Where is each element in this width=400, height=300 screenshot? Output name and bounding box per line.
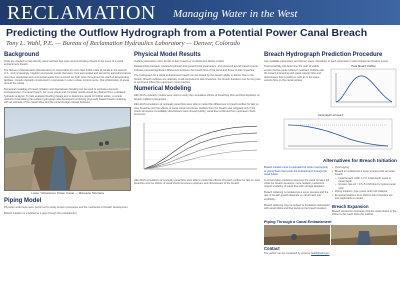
canal-depth-diagram — [264, 117, 397, 151]
contact-email-link[interactable]: twahl@usbr.gov — [311, 252, 330, 256]
breach-expansion-text — [264, 204, 330, 219]
breach-expansion-heading: Breach Expansion — [332, 204, 369, 210]
physical-model-p1: Outflow parameters were similar to dam breach or embankment failure models. — [134, 60, 225, 63]
numerical-modeling-heading: Numerical Modeling — [134, 86, 192, 93]
alt-overtopping-label: Overtopping — [334, 166, 350, 170]
breach-hydrograph-row — [264, 65, 397, 113]
alt-item-2: • Piping initiation; pipe grows until roof collapse — [332, 190, 388, 194]
background-p2: The Bureau of Reclamation (Reclamation) is responsible for more than 8,000 miles of canals in the western U.S., and increasingly, irrigation and power canals that were once surrounded and served by agricultural areas now have residential and commercial areas from a record set both limits throughout the reach of all operating facilities. Canals originally constructed in rural areas in now in urban environments. (the urbanization of areas around the canal) — [4, 68, 131, 86]
physical-model-p3: The hydrograph for a canal embankment breach can be limited by the canal's ability to deliver flow to the breach. Breach outflows are relatively small compared to dam breaches, but breach durations can be long due to continued inflow from upstream canal reaches. — [134, 74, 261, 85]
physical-model-p2: Relationships between modeled hydraulic and geotechnical parameters, and observed actual breach events indicate potential significant differences between the breach flow of the canal and those of dam breaches. — [134, 65, 258, 72]
breach-location-p1: Breach initiation time is estimated for either overtopping or piping flows that erode the embankment through the canal banks. — [264, 166, 328, 177]
reclamation-logo-text: RECLAMATION — [7, 2, 156, 24]
alt3-label: Empirical relations from historic dam breaches are less applicable to canals — [334, 193, 393, 201]
column-middle — [134, 52, 261, 188]
breach-initiation-row — [264, 166, 397, 203]
canal-breach-photo-image — [5, 108, 131, 191]
alternatives-list — [332, 166, 397, 203]
piping-p2: Breach initiation is modeled as a pipe through the embankment. — [4, 211, 78, 215]
background-p3: Numerical modeling of breach initiation and downstream flooding can be used to estimate economic consequences of a canal breach, but more robust and complete results would be obtained from a detailed hydraulic analysis. To help evaluate flooding threats and to determine needs for further action, a simple method of calculating the outflow hydrograph was developed combining physically based breach modeling with an estimate of the canal inflow and the canal storage release behavior. — [4, 87, 126, 105]
poster-title: Predicting the Outflow Hydrograph from a Potential Power Canal Breach — [6, 27, 368, 39]
alt1-label: Breach is modeled as a scour process with an initial breach — [334, 169, 395, 177]
alternatives-heading: Alternatives for Breach Initiation — [322, 159, 397, 165]
peak-breach-outflow-title: Peak Breach Outflow — [351, 65, 376, 69]
canal-breach-photo — [4, 107, 131, 191]
breach-location-p2: A conservative prediction assumes the canal remains full while the breach develops; more realistic predictions require modeling of canal flow with storage depletion. — [264, 178, 330, 189]
breach-location-p4: Breach widening may be subject to limitations associated with canal inflow and flow levels at the breach location. — [264, 204, 330, 211]
background-heading: Background — [4, 52, 40, 58]
alt-item-1-sub1: – Initial breach width 1-3 ft; initial depth equal to canal depth — [332, 177, 397, 184]
breach-location-p3: Breach widening is modeled as a scour process and the rate of breach growth depends on canal bank soil erodibility. — [264, 190, 329, 201]
photo-caption: Lower Yellowstone Power Canal — Missoula, Montana — [31, 190, 104, 195]
breach-expansion-box — [332, 204, 397, 219]
header-banner — [0, 0, 400, 25]
breach-diagram-1 — [330, 65, 397, 113]
piping-photo-2 — [331, 225, 397, 245]
piping-photos — [264, 225, 397, 245]
column-right — [264, 52, 397, 258]
piping-through-heading: Piping Through a Canal Embankment — [264, 219, 332, 224]
breach-expansion-row — [264, 204, 397, 219]
alt-item-1-sub2: – Erosion rate kd = 0.5–5.0 ft/hr/psi for typical canal soils — [335, 183, 396, 190]
contact-text: The author can be contacted by email at — [264, 252, 311, 256]
outflow-chart-svg — [134, 119, 261, 177]
breach-expansion-p1: Breach expansion continues until the canal drains or the inflow to the reach limits the outflow. — [332, 210, 397, 217]
alt-item-3: • Empirical relations from historic dam breaches are less applicable to canals — [332, 194, 397, 201]
breach-initiation-text — [264, 166, 330, 203]
piping-heading: Piping Model — [4, 198, 42, 205]
piping-p1: Physical model tests were performed to study erosion processes and the mechanics of breach development. — [4, 206, 129, 210]
alt1-sub2: Erosion rate kd = 0.5–5.0 ft/hr/psi for typical canal soils — [338, 183, 396, 190]
breach-hydrograph-diagram — [330, 68, 397, 108]
physical-model-heading: Physical Model Results — [134, 52, 201, 58]
alt2-label: Piping initiation; pipe grows until roof collapse — [334, 190, 388, 194]
breach-hydrograph-p2: Total possibility will determine the start of visible erosion before peak outflow is reached. Outflow with the breach interacting with canal velocity flow and downstream flow conditions such as is the same velocity flow on the canal surface. — [264, 65, 325, 83]
alt-item-1: • Breach is modeled as a scour process with an initial breach — [332, 170, 397, 177]
outflow-chart — [134, 119, 261, 177]
poster-authors: Tony L. Wahl, P.E. — Bureau of Reclamation Hydraulics Laboratory — Denver, Colorado — [6, 40, 241, 47]
numerical-p4: HEC-RAS unsteady models were used to study the cumulative effects of breaching flow and flow depletion on breach outflow hydrographs. — [134, 94, 260, 101]
breach-diagram-2 — [264, 114, 397, 156]
canal-depth-chart-title: Canal depth at breach — [317, 114, 344, 118]
contact-heading: Contact — [264, 246, 280, 252]
numerical-p6: HEC-RAS simulations of unsteady canal flow were able to model the effects of breach outflow for fast vs. slow breaches and the effects of canal check structures upstream and downstream of the breach. — [134, 178, 261, 186]
alt1-sub1: Initial breach width 1-3 ft; initial depth equal to canal depth — [338, 176, 392, 184]
alt-item-overtopping: • Overtopping — [332, 166, 350, 170]
background-p1: Tools are needed to help identify canal reaches that pose serious flooding threats in the event of a canal embankment breach. — [4, 60, 124, 67]
tagline: Managing Water in the West — [173, 8, 298, 20]
breach-hydrograph-p1: Use available parameters and the ten steps. Sensitivity to each parameter is well scripted and broken inputs. — [264, 60, 389, 63]
contact-line — [264, 252, 397, 255]
column-left — [4, 52, 131, 217]
breach-hydrograph-heading: Breach Hydrograph Prediction Procedure — [264, 52, 383, 58]
numerical-p5: HEC-RAS simulations of unsteady canal flow were able to model the differences in breach outflow for fast vs. slow breaches and the effects of canal check structures. Outflow from the breach was mitigated only if the check structures immediately downstream were closed quickly; canal flow continued from upstream check structures. — [134, 103, 260, 117]
piping-photo-1 — [264, 225, 330, 245]
